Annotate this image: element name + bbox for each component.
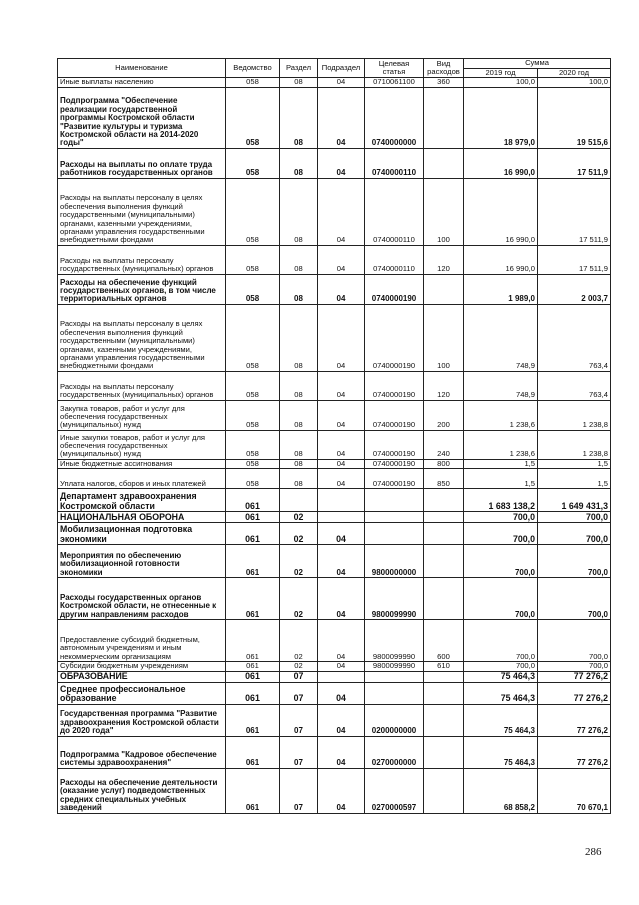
row-sum-2019: 700,0: [464, 523, 538, 545]
row-section: 07: [280, 671, 318, 682]
row-sum-2020: 700,0: [538, 545, 611, 578]
table-row: [58, 78, 611, 87]
table-row: [58, 459, 611, 468]
row-target: 0740000190: [365, 400, 424, 430]
row-target: 0740000190: [365, 274, 424, 304]
row-subsection: 04: [318, 662, 365, 671]
row-dept: 061: [226, 768, 280, 813]
row-target: 9800099990: [365, 620, 424, 662]
row-target: 9800000000: [365, 545, 424, 578]
row-expense-type: 800: [424, 459, 464, 468]
row-section: 08: [280, 430, 318, 459]
row-dept: 058: [226, 87, 280, 148]
row-subsection: 04: [318, 736, 365, 768]
row-target: 9800099990: [365, 578, 424, 620]
row-section: 08: [280, 274, 318, 304]
row-sum-2020: 77 276,2: [538, 736, 611, 768]
row-expense-type: [424, 682, 464, 704]
table-header: [58, 59, 611, 78]
table-row: [58, 578, 611, 620]
row-sum-2020: 700,0: [538, 578, 611, 620]
row-name: Государственная программа "Развитие здравоохранения Костромской области до 2020 года": [58, 704, 226, 736]
row-sum-2020: 763,4: [538, 371, 611, 400]
row-name: Иные выплаты населению: [58, 78, 226, 87]
row-subsection: 04: [318, 400, 365, 430]
row-subsection: 04: [318, 682, 365, 704]
row-sum-2019: 700,0: [464, 662, 538, 671]
row-sum-2020: 77 276,2: [538, 671, 611, 682]
row-expense-type: 360: [424, 78, 464, 87]
row-name: Расходы на обеспечение функций государственных органов, в том числе территориальных органов: [58, 274, 226, 304]
row-target: 0740000190: [365, 459, 424, 468]
row-sum-2020: 1 238,8: [538, 400, 611, 430]
row-target: 0270000597: [365, 768, 424, 813]
row-sum-2019: 748,9: [464, 304, 538, 371]
table-row: [58, 545, 611, 578]
row-section: 02: [280, 620, 318, 662]
header-expense-type: Вид расходов: [424, 59, 464, 78]
row-sum-2019: 68 858,2: [464, 768, 538, 813]
row-subsection: 04: [318, 78, 365, 87]
row-dept: 058: [226, 148, 280, 178]
table-row: [58, 768, 611, 813]
row-sum-2020: 1,5: [538, 469, 611, 489]
row-name: Расходы на выплаты персоналу государственных (муниципальных) органов: [58, 371, 226, 400]
row-expense-type: 100: [424, 304, 464, 371]
row-name: Иные бюджетные ассигнования: [58, 459, 226, 468]
row-sum-2020: 2 003,7: [538, 274, 611, 304]
row-target: 0740000110: [365, 148, 424, 178]
row-subsection: 04: [318, 523, 365, 545]
row-name: Расходы на выплаты по оплате труда работников государственных органов: [58, 148, 226, 178]
row-section: 02: [280, 523, 318, 545]
row-sum-2019: 16 990,0: [464, 178, 538, 245]
row-name: Мобилизационная подготовка экономики: [58, 523, 226, 545]
row-section: 08: [280, 459, 318, 468]
row-dept: 061: [226, 512, 280, 523]
row-target: 0740000110: [365, 178, 424, 245]
header-target: Целевая статья: [365, 59, 424, 78]
row-section: 02: [280, 578, 318, 620]
row-subsection: 04: [318, 430, 365, 459]
table-row: [58, 736, 611, 768]
row-expense-type: 200: [424, 400, 464, 430]
row-expense-type: [424, 148, 464, 178]
table-row: [58, 148, 611, 178]
table-row: [58, 682, 611, 704]
row-section: 08: [280, 371, 318, 400]
row-sum-2019: 700,0: [464, 512, 538, 523]
table-row: [58, 512, 611, 523]
row-subsection: [318, 671, 365, 682]
row-target: [365, 523, 424, 545]
row-expense-type: [424, 736, 464, 768]
row-section: 08: [280, 245, 318, 274]
row-subsection: 04: [318, 578, 365, 620]
row-subsection: 04: [318, 371, 365, 400]
header-sum: Сумма: [464, 59, 611, 69]
row-name: Подпрограмма "Кадровое обеспечение системы здравоохранения": [58, 736, 226, 768]
header-2020: 2020 год: [538, 69, 611, 78]
row-dept: 061: [226, 545, 280, 578]
table-row: [58, 430, 611, 459]
row-subsection: [318, 489, 365, 512]
row-sum-2020: 700,0: [538, 523, 611, 545]
table-row: [58, 489, 611, 512]
row-sum-2019: 748,9: [464, 371, 538, 400]
row-section: 08: [280, 469, 318, 489]
row-target: 0740000190: [365, 469, 424, 489]
row-subsection: 04: [318, 178, 365, 245]
budget-table: [57, 58, 611, 814]
row-sum-2020: 700,0: [538, 662, 611, 671]
row-target: 0740000190: [365, 371, 424, 400]
row-expense-type: [424, 87, 464, 148]
row-section: 08: [280, 400, 318, 430]
row-target: 0740000000: [365, 87, 424, 148]
row-dept: 058: [226, 178, 280, 245]
row-expense-type: 240: [424, 430, 464, 459]
row-target: 0740000110: [365, 245, 424, 274]
row-sum-2019: 100,0: [464, 78, 538, 87]
row-expense-type: [424, 489, 464, 512]
row-sum-2019: 1 238,6: [464, 430, 538, 459]
row-sum-2019: 75 464,3: [464, 671, 538, 682]
row-sum-2019: 1 683 138,2: [464, 489, 538, 512]
row-subsection: 04: [318, 620, 365, 662]
row-name: Иные закупки товаров, работ и услуг для обеспечения государственных (муниципальных) нужд: [58, 430, 226, 459]
row-expense-type: [424, 768, 464, 813]
row-expense-type: [424, 671, 464, 682]
row-target: 0740000190: [365, 304, 424, 371]
row-sum-2019: 700,0: [464, 578, 538, 620]
header-dept: Ведомство: [226, 59, 280, 78]
table-row: [58, 523, 611, 545]
row-sum-2020: 1 649 431,3: [538, 489, 611, 512]
row-target: 0270000000: [365, 736, 424, 768]
row-target: [365, 489, 424, 512]
row-subsection: 04: [318, 469, 365, 489]
row-name: Закупка товаров, работ и услуг для обеспечения государственных (муниципальных) нужд: [58, 400, 226, 430]
row-subsection: 04: [318, 274, 365, 304]
row-subsection: 04: [318, 459, 365, 468]
row-subsection: 04: [318, 704, 365, 736]
row-sum-2020: 1 238,8: [538, 430, 611, 459]
row-sum-2020: 77 276,2: [538, 704, 611, 736]
row-sum-2019: 75 464,3: [464, 704, 538, 736]
row-sum-2019: 1 238,6: [464, 400, 538, 430]
row-expense-type: 120: [424, 245, 464, 274]
page-number: 286: [585, 846, 602, 858]
row-name: Подпрограмма "Обеспечение реализации государственной программы Костромской области "Развитие культуры и туризма Костромской области на 2014-2020 годы": [58, 87, 226, 148]
row-target: 0740000190: [365, 430, 424, 459]
row-name: Расходы на выплаты персоналу в целях обеспечения выполнения функций государственными (муниципальными) органами, казенными учреждениями, органами управления государственными внебюджетными фондами: [58, 178, 226, 245]
row-name: НАЦИОНАЛЬНАЯ ОБОРОНА: [58, 512, 226, 523]
table-row: [58, 245, 611, 274]
row-dept: 058: [226, 78, 280, 87]
row-name: Субсидии бюджетным учреждениям: [58, 662, 226, 671]
row-dept: 061: [226, 523, 280, 545]
row-sum-2019: 16 990,0: [464, 245, 538, 274]
row-target: [365, 512, 424, 523]
row-section: 08: [280, 148, 318, 178]
row-section: 07: [280, 704, 318, 736]
row-section: 02: [280, 545, 318, 578]
row-subsection: 04: [318, 87, 365, 148]
header-section: Раздел: [280, 59, 318, 78]
row-expense-type: [424, 578, 464, 620]
header-2019: 2019 год: [464, 69, 538, 78]
row-dept: 061: [226, 682, 280, 704]
row-section: 08: [280, 178, 318, 245]
row-expense-type: [424, 545, 464, 578]
row-dept: 061: [226, 704, 280, 736]
row-sum-2020: 700,0: [538, 620, 611, 662]
row-dept: 061: [226, 620, 280, 662]
row-section: 07: [280, 682, 318, 704]
row-sum-2020: 19 515,6: [538, 87, 611, 148]
row-expense-type: 100: [424, 178, 464, 245]
header-subsection: Подраздел: [318, 59, 365, 78]
row-target: [365, 682, 424, 704]
row-section: 08: [280, 304, 318, 371]
row-expense-type: 120: [424, 371, 464, 400]
row-target: 0710061100: [365, 78, 424, 87]
row-name: Расходы на обеспечение деятельности (оказание услуг) подведомственных средних специальных учебных заведений: [58, 768, 226, 813]
row-section: 02: [280, 512, 318, 523]
row-expense-type: [424, 523, 464, 545]
row-sum-2020: 77 276,2: [538, 682, 611, 704]
row-section: 02: [280, 662, 318, 671]
row-sum-2020: 17 511,9: [538, 178, 611, 245]
row-name: Предоставление субсидий бюджетным, автономным учреждениям и иным некоммерческим организациям: [58, 620, 226, 662]
table-row: [58, 304, 611, 371]
row-sum-2019: 700,0: [464, 545, 538, 578]
row-dept: 061: [226, 736, 280, 768]
row-sum-2020: 100,0: [538, 78, 611, 87]
row-name: ОБРАЗОВАНИЕ: [58, 671, 226, 682]
table-row: [58, 371, 611, 400]
row-subsection: 04: [318, 768, 365, 813]
row-dept: 058: [226, 371, 280, 400]
row-sum-2020: 1,5: [538, 459, 611, 468]
row-subsection: 04: [318, 545, 365, 578]
row-expense-type: [424, 274, 464, 304]
row-dept: 058: [226, 430, 280, 459]
table-body: [58, 78, 611, 813]
table-row: [58, 274, 611, 304]
row-target: 9800099990: [365, 662, 424, 671]
row-dept: 058: [226, 274, 280, 304]
table-row: [58, 704, 611, 736]
row-section: 07: [280, 736, 318, 768]
row-sum-2020: 17 511,9: [538, 245, 611, 274]
row-subsection: 04: [318, 148, 365, 178]
row-subsection: 04: [318, 304, 365, 371]
row-sum-2019: 1,5: [464, 459, 538, 468]
row-dept: 058: [226, 245, 280, 274]
row-name: Мероприятия по обеспечению мобилизационной готовности экономики: [58, 545, 226, 578]
table-row: [58, 671, 611, 682]
row-dept: 058: [226, 304, 280, 371]
row-dept: 061: [226, 671, 280, 682]
row-section: 08: [280, 87, 318, 148]
row-section: 07: [280, 768, 318, 813]
row-sum-2019: 16 990,0: [464, 148, 538, 178]
row-sum-2019: 1 989,0: [464, 274, 538, 304]
table-row: [58, 400, 611, 430]
row-subsection: [318, 512, 365, 523]
row-expense-type: [424, 704, 464, 736]
table-row: [58, 87, 611, 148]
table-row: [58, 178, 611, 245]
table-row: [58, 620, 611, 662]
row-expense-type: 850: [424, 469, 464, 489]
row-dept: 061: [226, 578, 280, 620]
row-section: [280, 489, 318, 512]
header-name: Наименование: [58, 59, 226, 78]
row-sum-2019: 1,5: [464, 469, 538, 489]
row-subsection: 04: [318, 245, 365, 274]
row-expense-type: 600: [424, 620, 464, 662]
row-target: [365, 671, 424, 682]
row-sum-2020: 17 511,9: [538, 148, 611, 178]
row-name: Расходы на выплаты персоналу в целях обеспечения выполнения функций государственными (муниципальными) органами, казенными учреждениями, органами управления государственными внебюджетными фондами: [58, 304, 226, 371]
row-name: Среднее профессиональное образование: [58, 682, 226, 704]
row-target: 0200000000: [365, 704, 424, 736]
row-name: Уплата налогов, сборов и иных платежей: [58, 469, 226, 489]
row-expense-type: 610: [424, 662, 464, 671]
row-sum-2020: 763,4: [538, 304, 611, 371]
row-dept: 061: [226, 489, 280, 512]
row-name: Расходы на выплаты персоналу государственных (муниципальных) органов: [58, 245, 226, 274]
row-dept: 058: [226, 459, 280, 468]
row-section: 08: [280, 78, 318, 87]
row-dept: 058: [226, 469, 280, 489]
row-sum-2019: 700,0: [464, 620, 538, 662]
row-dept: 061: [226, 662, 280, 671]
row-name: Департамент здравоохранения Костромской области: [58, 489, 226, 512]
row-sum-2019: 18 979,0: [464, 87, 538, 148]
row-expense-type: [424, 512, 464, 523]
row-sum-2020: 70 670,1: [538, 768, 611, 813]
table-row: [58, 662, 611, 671]
row-sum-2019: 75 464,3: [464, 682, 538, 704]
row-name: Расходы государственных органов Костромской области, не отнесенные к другим направлениям расходов: [58, 578, 226, 620]
row-sum-2020: 700,0: [538, 512, 611, 523]
row-dept: 058: [226, 400, 280, 430]
table-row: [58, 469, 611, 489]
row-sum-2019: 75 464,3: [464, 736, 538, 768]
